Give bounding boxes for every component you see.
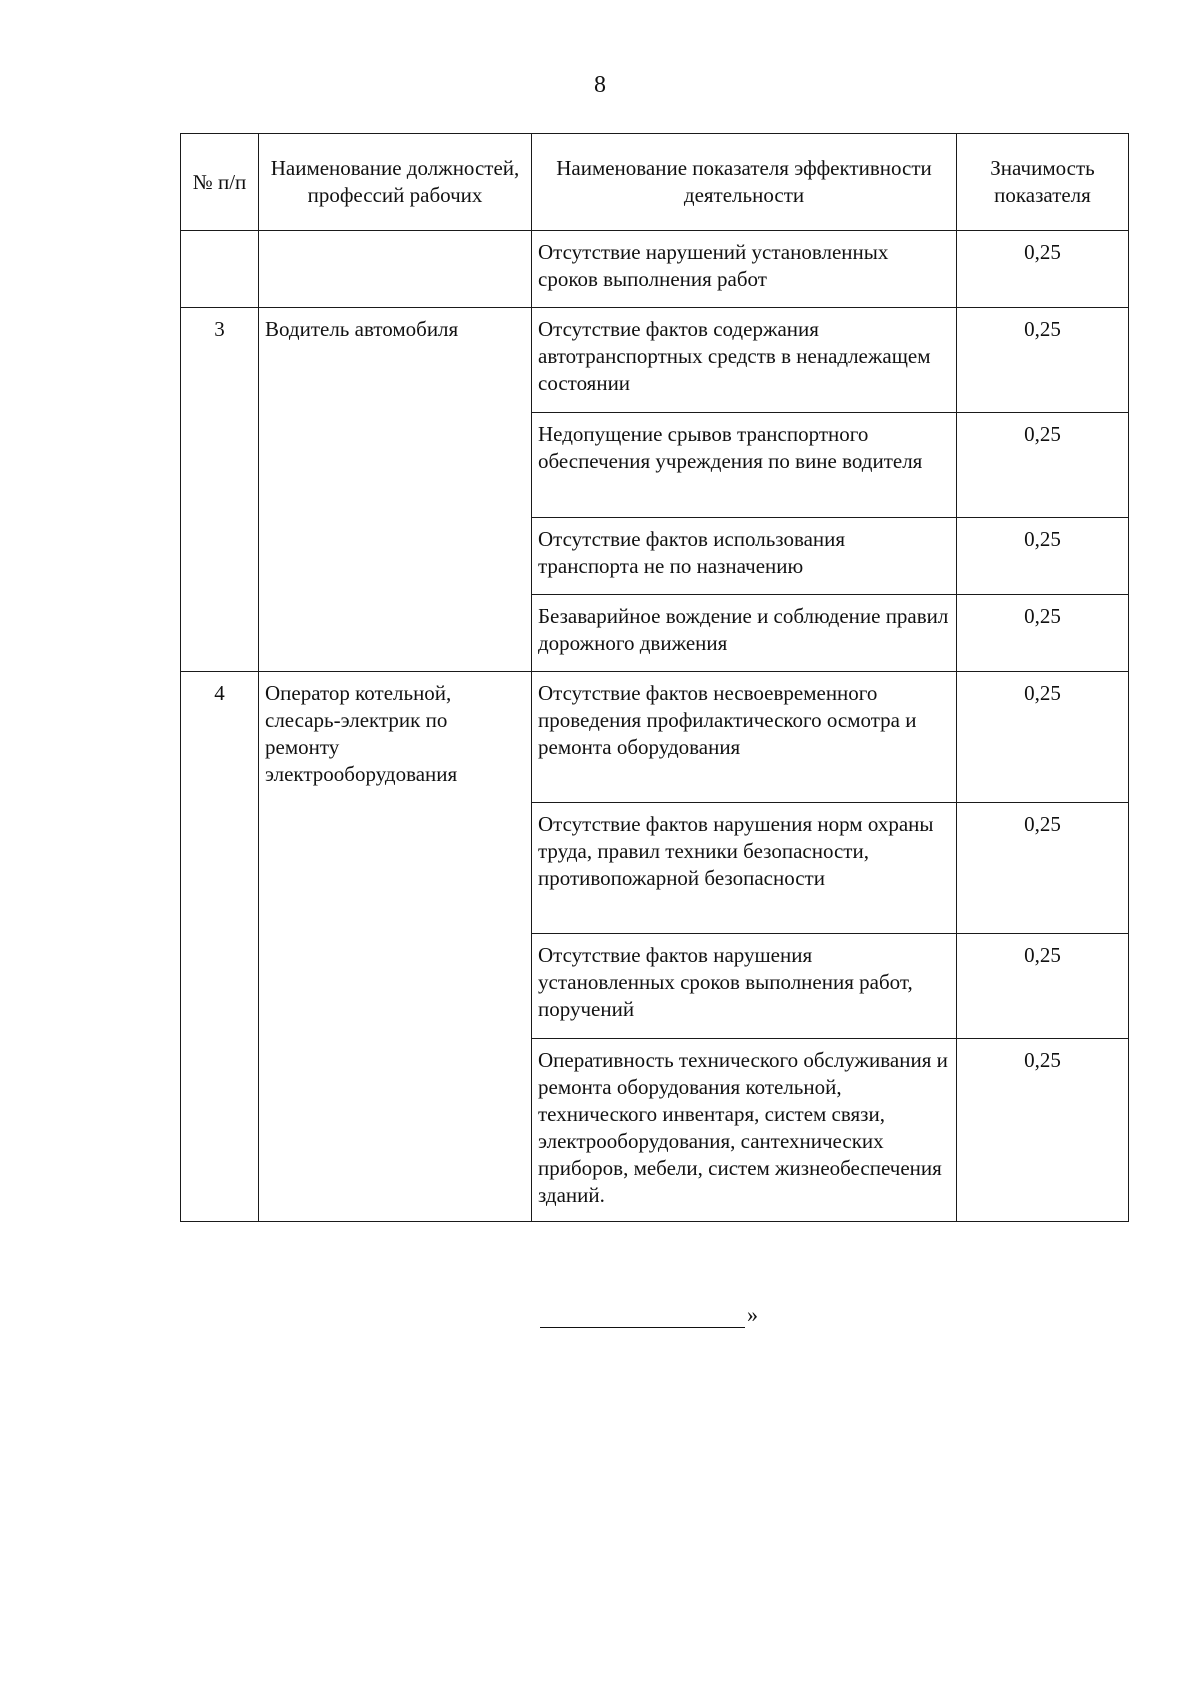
row-indicator-cell: Отсутствие фактов использования транспорта не по назначению xyxy=(532,518,957,595)
row-num-cell: 4 xyxy=(181,672,259,1222)
row-indicator-cell: Недопущение срывов транспортного обеспечения учреждения по вине водителя xyxy=(532,413,957,518)
row-value-cell: 0,25 xyxy=(957,595,1129,672)
row-position-cell: Оператор котельной, слесарь-электрик по ремонту электрооборудования xyxy=(259,672,532,1222)
row-indicator-cell: Отсутствие фактов содержания автотранспортных средств в ненадлежащем состоянии xyxy=(532,308,957,413)
table-row xyxy=(181,308,1129,413)
row-value-cell: 0,25 xyxy=(957,1039,1129,1222)
row-value-cell: 0,25 xyxy=(957,518,1129,595)
row-value-cell: 0,25 xyxy=(957,803,1129,934)
row-value-cell: 0,25 xyxy=(957,934,1129,1039)
row-indicator-cell: Оперативность технического обслуживания и ремонта оборудования котельной, технического инвентаря, систем связи, электрооборудования, сантехнических приборов, мебели, систем жизнеобеспечения зданий. xyxy=(532,1039,957,1222)
header-indicator: Наименование показателя эффективности деятельности xyxy=(532,134,957,231)
row-position-cell xyxy=(259,231,532,308)
table-row xyxy=(181,231,1129,308)
row-indicator-cell: Отсутствие нарушений установленных сроков выполнения работ xyxy=(532,231,957,308)
row-position-cell: Водитель автомобиля xyxy=(259,308,532,672)
table-row xyxy=(181,672,1129,803)
row-value-cell: 0,25 xyxy=(957,308,1129,413)
closing-quote: » xyxy=(747,1302,758,1327)
indicators-table xyxy=(180,133,1129,1222)
row-num-cell: 3 xyxy=(181,308,259,672)
header-value: Значимость показателя xyxy=(957,134,1129,231)
row-value-cell: 0,25 xyxy=(957,231,1129,308)
row-indicator-cell: Безаварийное вождение и соблюдение правил дорожного движения xyxy=(532,595,957,672)
row-num-cell xyxy=(181,231,259,308)
row-value-cell: 0,25 xyxy=(957,672,1129,803)
header-num: № п/п xyxy=(181,134,259,231)
row-value-cell: 0,25 xyxy=(957,413,1129,518)
signature-line xyxy=(540,1309,745,1328)
closing-mark xyxy=(540,1302,758,1328)
table-header-row xyxy=(181,134,1129,231)
row-indicator-cell: Отсутствие фактов нарушения норм охраны труда, правил техники безопасности, противопожарной безопасности xyxy=(532,803,957,934)
header-position: Наименование должностей, профессий рабочих xyxy=(259,134,532,231)
page-number: 8 xyxy=(594,72,606,98)
row-indicator-cell: Отсутствие фактов несвоевременного проведения профилактического осмотра и ремонта оборудования xyxy=(532,672,957,803)
row-indicator-cell: Отсутствие фактов нарушения установленных сроков выполнения работ, поручений xyxy=(532,934,957,1039)
